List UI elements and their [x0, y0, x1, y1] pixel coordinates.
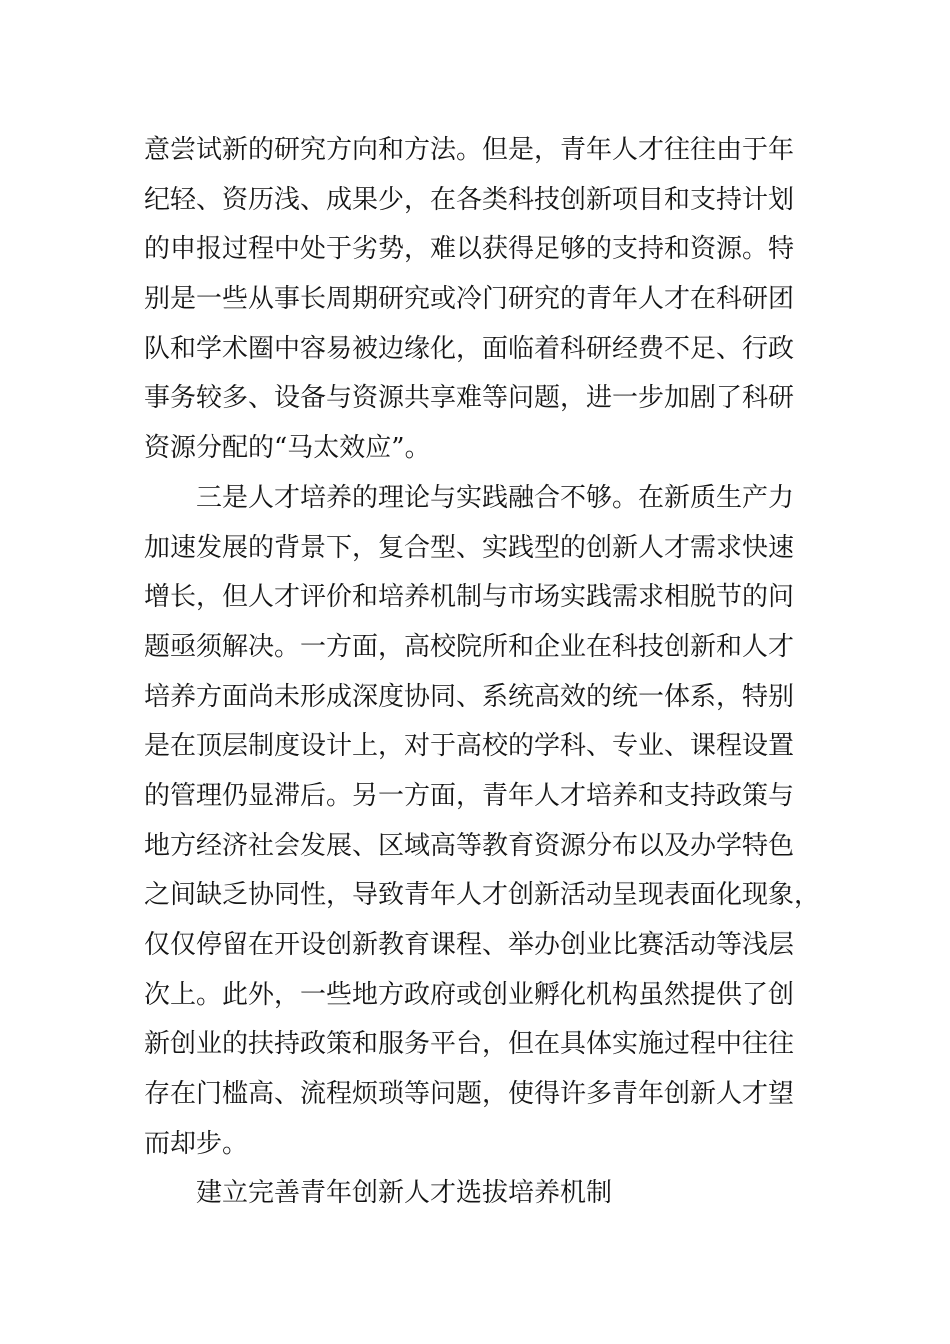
document-body [144, 126, 821, 1219]
paragraph-line: 题亟须解决。一方面，高校院所和企业在科技创新和人才 [144, 631, 795, 662]
paragraph-line: 纪轻、资历浅、成果少，在各类科技创新项目和支持计划 [144, 184, 795, 215]
paragraph-line: 而却步。 [144, 1128, 249, 1159]
paragraph-line: 资源分配的“马太效应”。 [144, 433, 431, 464]
paragraph-line: 新创业的扶持政策和服务平台，但在具体实施过程中往往 [144, 1029, 795, 1060]
paragraph-line: 加速发展的背景下，复合型、实践型的创新人才需求快速 [144, 532, 795, 563]
section-heading-text: 建立完善青年创新人才选拔培养机制 [196, 1178, 613, 1209]
section-heading [144, 1169, 814, 1219]
paragraph-line: 的申报过程中处于劣势，难以获得足够的支持和资源。特 [144, 234, 795, 265]
paragraph-line: 仅仅停留在开设创新教育课程、举办创业比赛活动等浅层 [144, 930, 795, 960]
paragraph-1 [144, 126, 814, 474]
paragraph-line: 存在门槛高、流程烦琐等问题，使得许多青年创新人才望 [144, 1079, 795, 1110]
paragraph-line: 地方经济社会发展、区域高等教育资源分布以及办学特色 [144, 830, 795, 861]
paragraph-line: 次上。此外，一些地方政府或创业孵化机构虽然提供了创 [144, 979, 795, 1010]
paragraph-line: 意尝试新的研究方向和方法。但是，青年人才往往由于年 [144, 135, 795, 165]
paragraph-line: 增长，但人才评价和培养机制与市场实践需求相脱节的问 [144, 582, 795, 613]
paragraph-line: 之间缺乏协同性，导致青年人才创新活动呈现表面化现象， [144, 880, 821, 911]
paragraph-line: 队和学术圈中容易被边缘化，面临着科研经费不足、行政 [144, 333, 795, 364]
paragraph-line: 培养方面尚未形成深度协同、系统高效的统一体系，特别 [144, 681, 795, 712]
paragraph-line: 的管理仍显滞后。另一方面，青年人才培养和支持政策与 [144, 780, 795, 811]
paragraph-line: 别是一些从事长周期研究或冷门研究的青年人才在科研团 [144, 284, 795, 315]
paragraph-line: 事务较多、设备与资源共享难等问题，进一步加剧了科研 [144, 383, 795, 414]
paragraph-line: 三是人才培养的理论与实践融合不够。在新质生产力 [196, 482, 795, 513]
paragraph-line: 是在顶层制度设计上，对于高校的学科、专业、课程设置 [144, 731, 795, 762]
paragraph-2 [144, 474, 821, 1170]
